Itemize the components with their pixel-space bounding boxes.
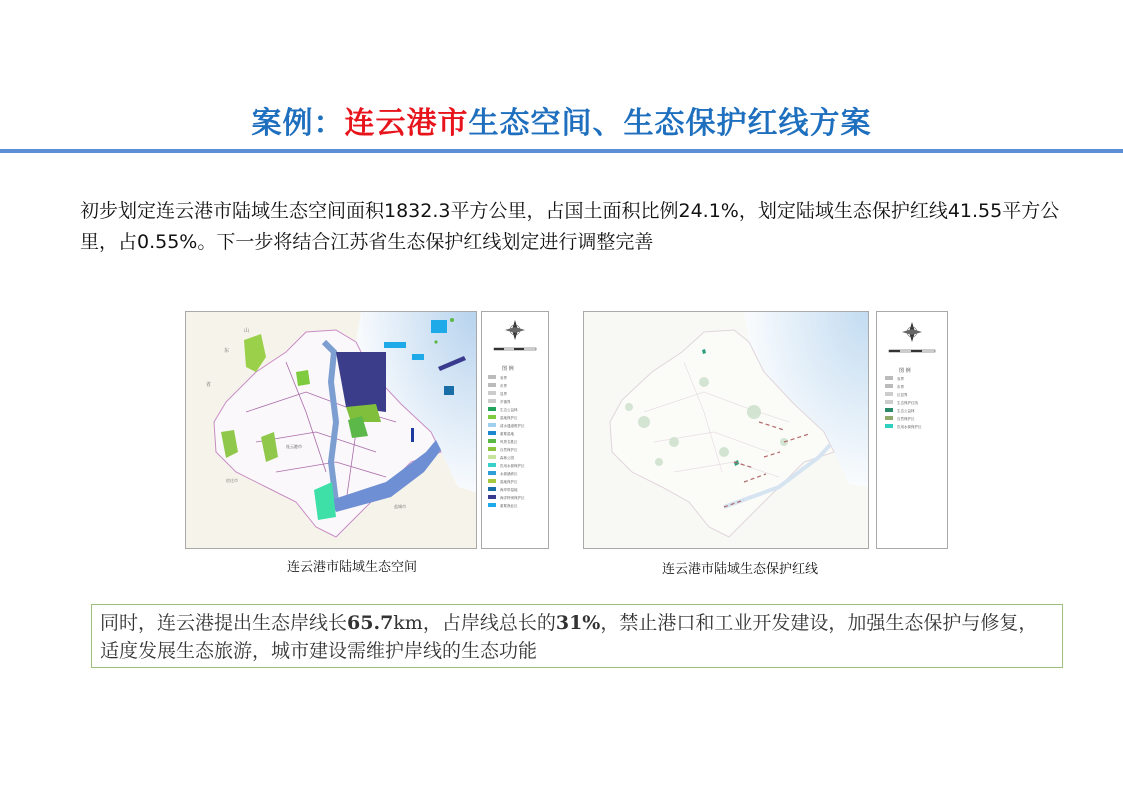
title-prefix: 案例： <box>251 106 345 141</box>
note-text-1: 同时，连云港提出生态岸线长 <box>100 612 348 634</box>
eco-space-map <box>185 311 477 549</box>
svg-text:湿地保护区: 湿地保护区 <box>500 480 518 484</box>
svg-text:区县界: 区县界 <box>897 393 908 397</box>
svg-text:风景名胜区: 风景名胜区 <box>500 440 518 444</box>
title-divider <box>0 149 1123 153</box>
red-line-map <box>583 311 869 549</box>
svg-text:省界: 省界 <box>897 377 904 381</box>
svg-text:饮用水源保护区: 饮用水源保护区 <box>500 464 525 468</box>
red-line-legend <box>876 311 948 549</box>
scale-bar-icon <box>889 350 935 352</box>
svg-text:市界: 市界 <box>897 385 904 389</box>
svg-text:生态保护红线: 生态保护红线 <box>897 401 918 405</box>
title-rest: 生态空间、生态保护红线方案 <box>468 106 872 141</box>
note-coastline-length: 65.7 <box>347 612 394 634</box>
svg-text:乡镇界: 乡镇界 <box>500 400 511 404</box>
coastline-note <box>91 604 1063 668</box>
svg-text:饮用水源保护区: 饮用水源保护区 <box>897 425 922 429</box>
note-coastline-share: 31% <box>555 612 601 634</box>
svg-text:市界: 市界 <box>500 384 507 388</box>
svg-text:县界: 县界 <box>500 392 507 396</box>
svg-text:省界: 省界 <box>500 376 507 380</box>
eco-space-map-drawing <box>186 312 476 548</box>
red-line-caption: 连云港市陆域生态保护红线 <box>662 562 819 577</box>
legend-items <box>885 376 922 429</box>
title-city: 连云港市 <box>344 106 469 141</box>
scale-bar-icon <box>494 348 536 350</box>
note-text-2: ，占岸线总长的 <box>422 612 556 634</box>
legend-title: 图 例 <box>502 366 514 372</box>
intro-paragraph: 初步划定连云港市陆域生态空间面积1832.3平方公里，占国土面积比例24.1%，划定陆域生态保护红线41.55平方公里，占0.55%。下一步将结合江苏省生态保护红线划定进行调整完善 <box>80 200 1060 253</box>
north-arrow-icon <box>505 320 525 340</box>
svg-text:自然保护区: 自然保护区 <box>500 448 518 452</box>
map-label-sheng: 省 <box>206 382 212 388</box>
north-arrow-icon <box>902 322 922 342</box>
svg-text:海岸带湿地: 海岸带湿地 <box>500 488 518 492</box>
svg-text:湿地保护区: 湿地保护区 <box>500 416 518 420</box>
note-text-3: ，禁止港口和工业开发建设，加强生态保护与修复，适度发展生态旅游，城市建设需维护岸线的生态功能 <box>100 612 1038 662</box>
svg-text:自然保护区: 自然保护区 <box>897 417 915 421</box>
svg-text:水源涵养区: 水源涵养区 <box>500 472 518 476</box>
eco-space-caption: 连云港市陆域生态空间 <box>287 560 418 575</box>
map-label-yancheng: 盐城市 <box>394 504 406 509</box>
svg-text:清水通道维护区: 清水通道维护区 <box>500 424 525 428</box>
note-length-unit: km <box>393 612 423 634</box>
svg-text:生态公益林: 生态公益林 <box>500 408 518 412</box>
svg-text:生态公益林: 生态公益林 <box>897 409 915 413</box>
page-title <box>0 98 1123 142</box>
svg-text:重要渔业区: 重要渔业区 <box>500 504 518 508</box>
map-label-city: 连云港市 <box>286 444 302 449</box>
svg-text:海洋特别保护区: 海洋特别保护区 <box>500 496 525 500</box>
map-label-suqian: 宿迁市 <box>226 478 238 483</box>
legend-items <box>488 375 525 508</box>
svg-text:森林公园: 森林公园 <box>500 456 514 460</box>
red-line-map-drawing <box>584 312 868 548</box>
eco-space-legend <box>481 311 549 549</box>
legend-title: 图 例 <box>899 368 911 374</box>
map-label-shan: 山 <box>244 328 250 334</box>
map-label-dong: 东 <box>224 348 230 354</box>
svg-text:重要湿地: 重要湿地 <box>500 432 514 436</box>
